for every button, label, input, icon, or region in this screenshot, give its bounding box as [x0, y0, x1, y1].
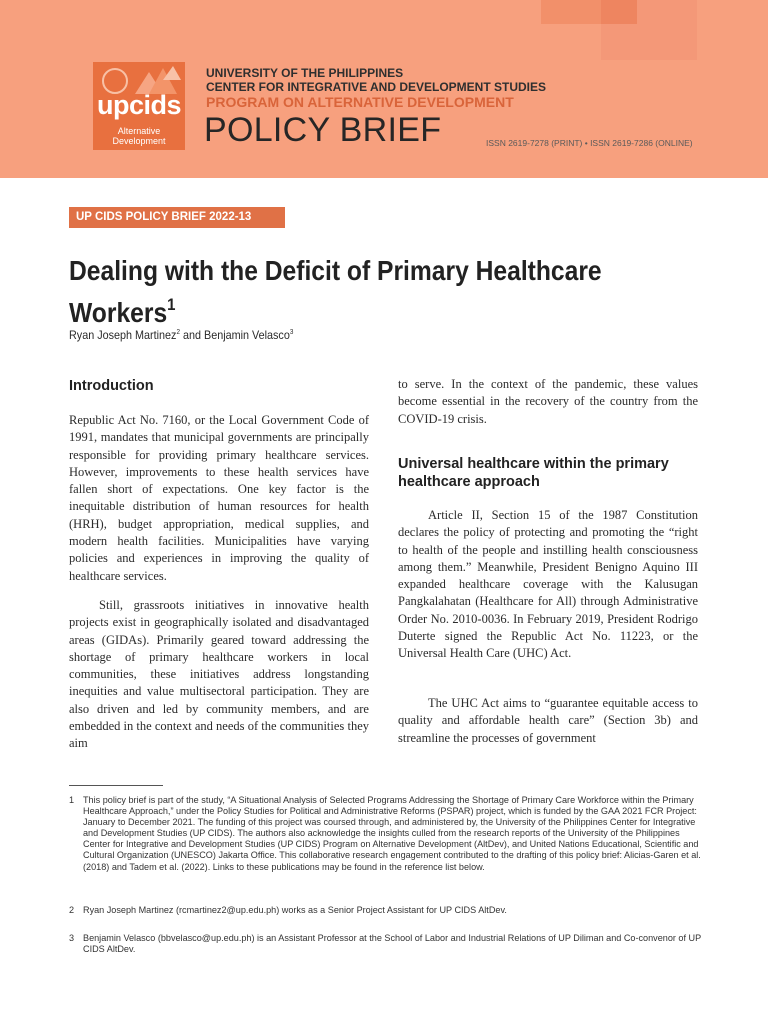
brief-number-tag: UP CIDS POLICY BRIEF 2022-13 [69, 207, 285, 228]
footnote-text: Ryan Joseph Martinez (rcmartinez2@up.edu.ph) works as a Senior Project Assistant for UP CIDS AltDev. [83, 905, 507, 915]
institution-line: CENTER FOR INTEGRATIVE AND DEVELOPMENT STUDIES [206, 80, 547, 94]
paragraph: to serve. In the context of the pandemic, these values become essential in the recovery of the country from the COVID-19 crisis. [398, 377, 698, 426]
program-name: PROGRAM ON ALTERNATIVE DEVELOPMENT [206, 94, 514, 110]
paragraph: Republic Act No. 7160, or the Local Government Code of 1991, mandates that municipal governments are principally responsible for providing primary healthcare services. However, improvements to these health services have fallen short of expectations. One key factor is the inequitable distribution of human resources for health (HRH), budget appropriation, medical supplies, and modern health facilities. Municipalities have varying policies and experiences in improving the quality of healthcare services. [69, 413, 369, 583]
author-line [69, 328, 293, 342]
author-footnote-ref[interactable]: 2 [176, 329, 180, 336]
logo-subtitle-line: Development [112, 136, 166, 146]
footnote [69, 933, 701, 955]
author-name: Ryan Joseph Martinez [69, 328, 177, 342]
institution-line: UNIVERSITY OF THE PHILIPPINES [206, 66, 404, 80]
footnote-number: 2 [69, 905, 75, 915]
logo-wordmark: upcids [96, 90, 181, 120]
upcids-logo [93, 62, 185, 150]
logo-subtitle [93, 126, 185, 146]
author-name: and Benjamin Velasco [179, 328, 290, 342]
issn-line: ISSN 2619-7278 (PRINT) • ISSN 2619-7286 (ONLINE) [486, 138, 693, 148]
section-heading-introduction: Introduction [69, 378, 154, 394]
header-band [0, 0, 768, 178]
policy-brief-label: POLICY BRIEF [204, 111, 442, 149]
title-text: Dealing with the Deficit of Primary Healthcare Workers [69, 255, 602, 328]
author-footnote-ref[interactable]: 3 [289, 329, 294, 336]
logo-subtitle-line: Alternative [117, 126, 161, 136]
paragraph: Still, grassroots initiatives in innovative health projects exist in geographically isolated and disadvantaged areas (GIDAs). Primarily geared toward addressing the shortage of primary healthcare workers in local communities, these initiatives address longstanding inequities and value multisectoral participation. They are also driven and led by community members, and are embedded in the context and needs of the communities they aim [69, 598, 369, 751]
paragraph: Article II, Section 15 of the 1987 Constitution declares the policy of protecting and promoting the “right to health of the people and instilling health consciousness among them.” Meanwhile, President Benigno Aquino III expanded healthcare coverage with the Kalusugan Pangkalahatan (Healthcare for All) through Administrative Order No. 2010-0036. In February 2019, President Rodrigo Duterte signed the Republic Act No. 11223, or the Universal Health Care (UHC) Act. [398, 508, 698, 661]
section-heading-universal-healthcare: Universal healthcare within the primary healthcare approach [398, 456, 669, 490]
footnote-text: This policy brief is part of the study, “A Situational Analysis of Selected Programs Addressing the Shortage of Primary Care Workforce within the Primary Healthcare Approach,” under the Policy Studies for Political and Administrative Reforms (PSPAR) project, which is funded by the GAA 2021 FCR Project: January to December 2021. The funding of this project was coursed through, and administered by, the University of the Philippines Center for Integrative and Development Studies (UP CIDS). The authors also acknowledge the insights culled from the research reports of the University of the Philippines Center for Integrative and Development Studies (UP CIDS) Program on Alternative Development (AltDev), and United Nations Educational, Scientific and Cultural Organization (UNESCO) Jakarta Office. This collaborative research engagement contributed to the drafting of this policy brief: Alicias-Garen et al. (2018) and Tadem et al. (2022). Links to these publications may be found in the reference list below. [83, 795, 701, 872]
page-title [69, 254, 632, 330]
footnote [69, 905, 701, 916]
footnote [69, 795, 701, 873]
footnote-number: 3 [69, 933, 75, 943]
paragraph: The UHC Act aims to “guarantee equitable access to quality and affordable health care” (Section 3b) and streamline the processes of government [398, 696, 698, 745]
footnote-divider [69, 785, 163, 786]
header-decor-square [601, 0, 637, 24]
footnote-number: 1 [69, 795, 75, 805]
title-footnote-ref[interactable]: 1 [167, 295, 176, 314]
footnote-text: Benjamin Velasco (bbvelasco@up.edu.ph) is an Assistant Professor at the School of Labor and Industrial Relations of UP Diliman and Co-convenor of UP CIDS AltDev. [83, 933, 702, 955]
